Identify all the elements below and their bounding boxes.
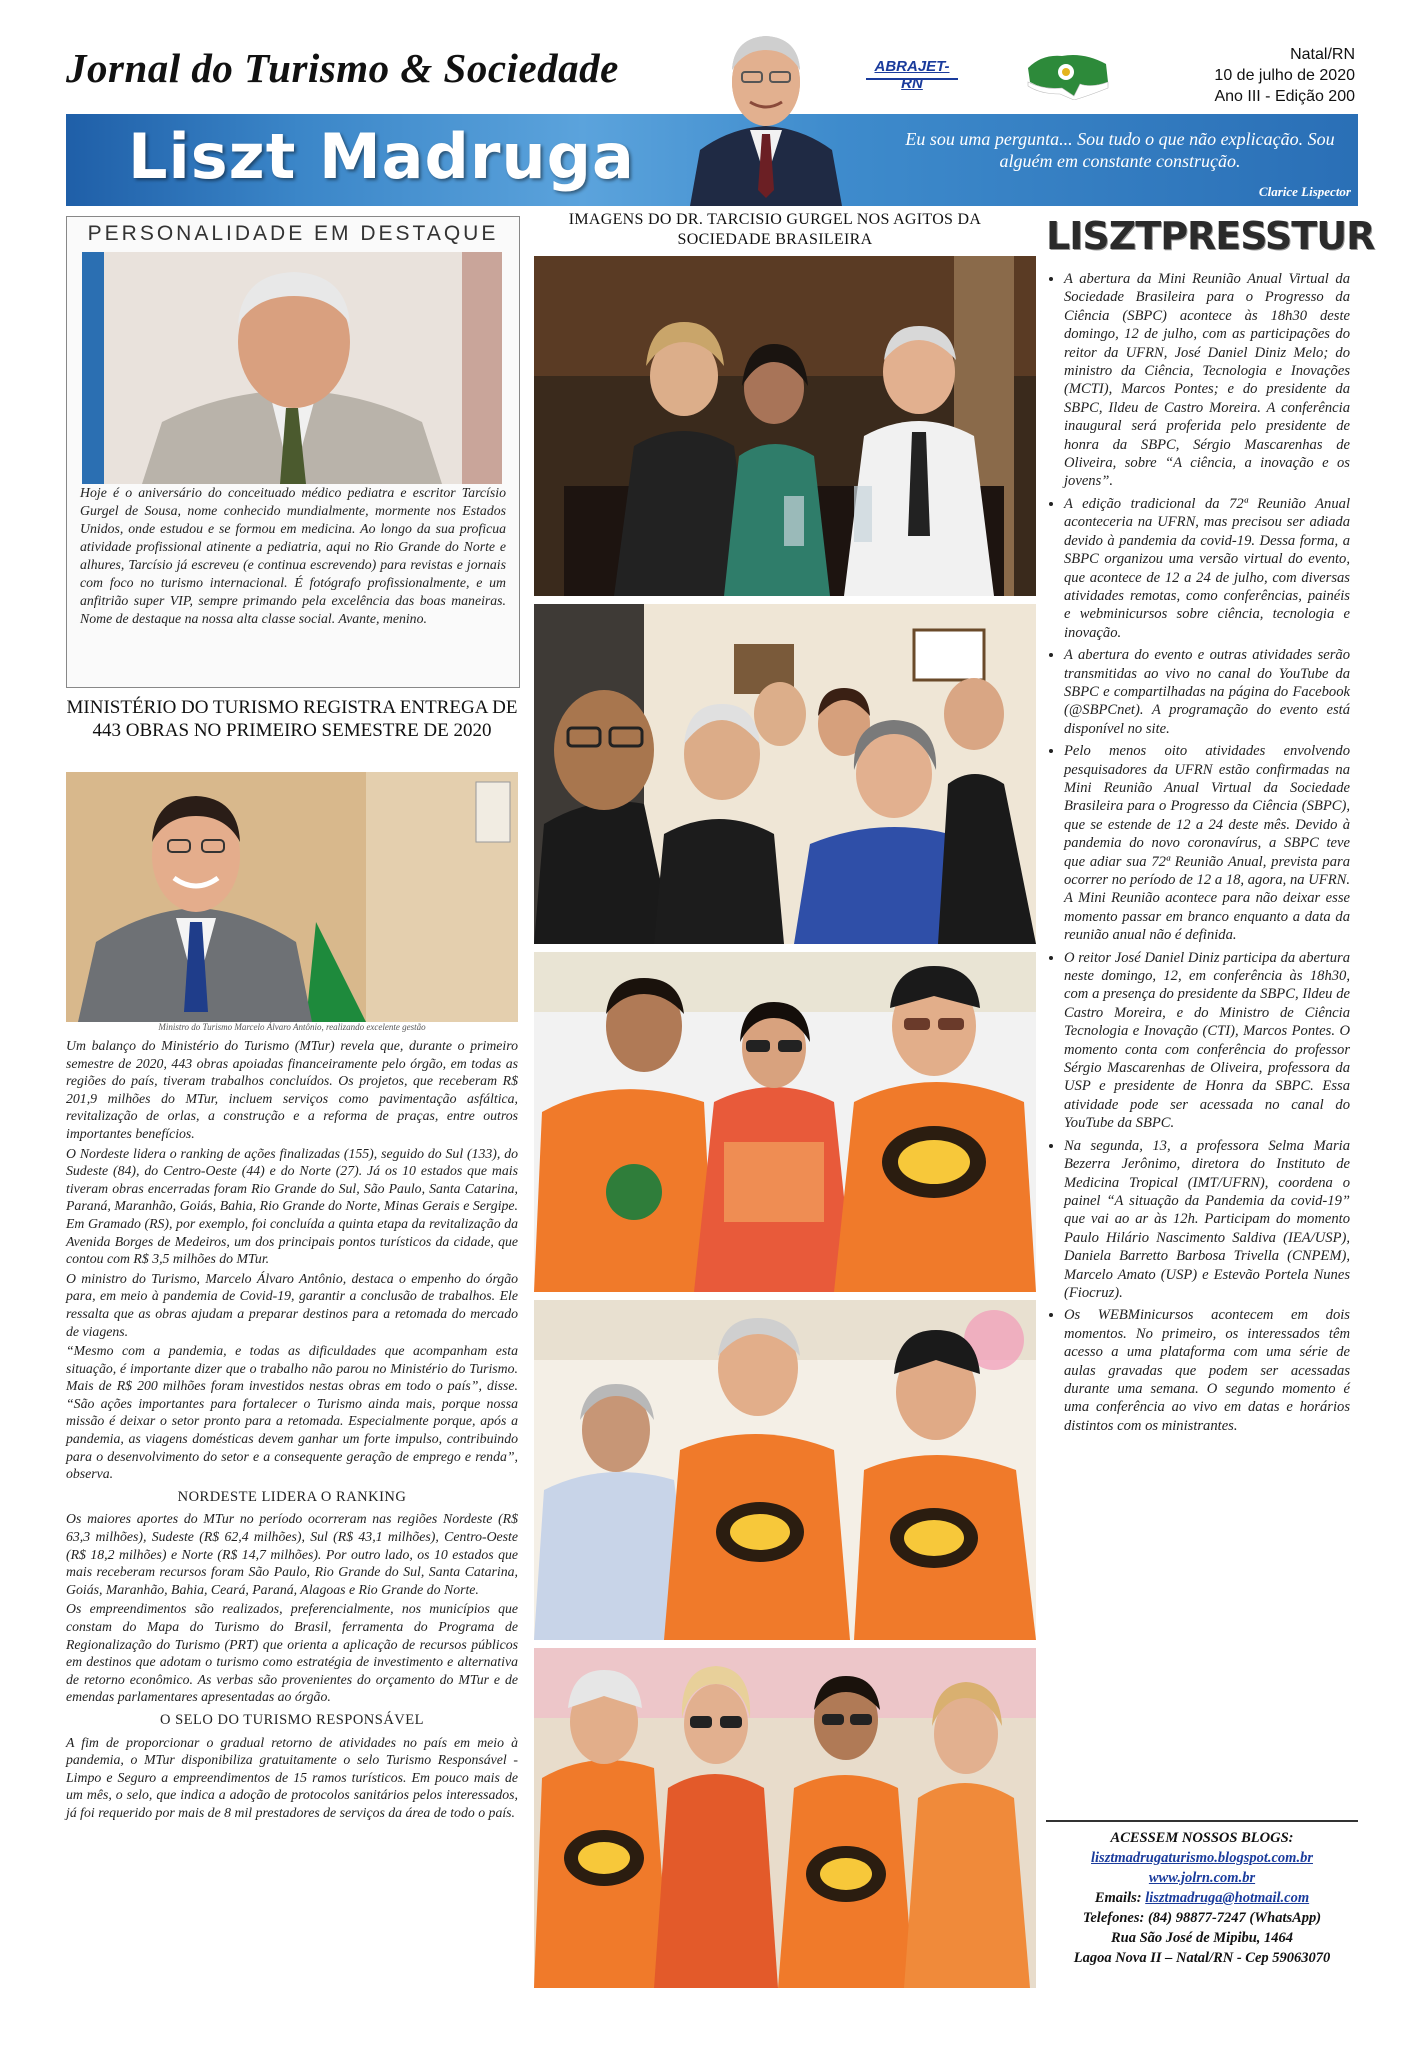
list-item: • A abertura do evento e outras atividades serão transmitidas ao vivo no canal do YouTube da SBPC e compartilhadas na página do Facebook (@SBPCnet). A programação do evento está disponível no site. bbox=[1064, 646, 1350, 738]
article-paragraph: Os maiores aportes do MTur no período ocorreram nas regiões Nordeste (R$ 63,3 milhões), Sudeste (R$ 62,4 milhões), Sul (R$ 43,1 milhões), Centro-Oeste (R$ 18,2 milhões) e Norte (R$ 14,7 milhões). Por outro lado, os 10 estados que mais receberam recursos foram São Paulo, Rio Grande do Sul, Santa Catarina, Goiás, Maranhão, Bahia, Ceará, Paraná, Alagoas e Rio Grande do Norte. bbox=[66, 1511, 518, 1597]
email-label: Emails: bbox=[1094, 1890, 1142, 1906]
blog-link-2[interactable]: www.jolrn.com.br bbox=[1148, 1870, 1256, 1886]
lisztpresstur-column bbox=[1046, 270, 1350, 1439]
edition-city: Natal/RN bbox=[1290, 46, 1355, 63]
gallery-photo-3 bbox=[534, 952, 1036, 1292]
banner-quote-author: Clarice Lispector bbox=[1258, 184, 1351, 199]
blog-link-1[interactable]: lisztmadrugaturismo.blogspot.com.br bbox=[1091, 1850, 1313, 1866]
gallery-photo-1 bbox=[534, 256, 1036, 596]
phone-text: Telefones: (84) 98877-7247 (WhatsApp) bbox=[1082, 1910, 1322, 1926]
article-paragraph: Os empreendimentos são realizados, preferencialmente, nos municípios que constam do Mapa do Turismo do Brasil, ferramenta do Programa de Regionalização do Turismo (PRT) que orienta a aplicação de recursos públicos em destinos que adotam o turismo como estratégia de investimento e alternativa de retorno econômico. As verbas são provenientes do orçamento do MTur e de emendas parlamentares apresentadas ao órgão. bbox=[66, 1601, 518, 1705]
minister-photo-caption: Ministro do Turismo Marcelo Álvaro Antônio, realizando excelente gestão bbox=[158, 1022, 426, 1032]
edition-date: 10 de julho de 2020 bbox=[1214, 67, 1355, 84]
personality-text: Hoje é o aniversário do conceituado médico pediatra e escritor Tarcísio Gurgel de Sousa, nome conhecido mundialmente, mormente nos Estados Unidos, onde estudou e se formou em medicina. Ao longo da sua proficua atividade profissional atinente a pediatria, aqui no Rio Grande do Norte e alhures, Tarcísio já escreveu (e continua escrevendo) para revistas e jornais com foco no turismo internacional. É fotógrafo profissionalmente, e um anfitrião super VIP, sempre primando pela excelência das boas maneiras. Nome de destaque na nossa alta classe social. Avante, menino. bbox=[80, 485, 506, 626]
gallery-photo-5 bbox=[534, 1648, 1036, 1988]
article-paragraph: O Nordeste lidera o ranking de ações finalizadas (155), seguido do Sul (133), do Sudeste (84), do Centro-Oeste (44) e do Norte (27). Já os 10 estados que mais tiveram obras encerradas foram Rio Grande do Sul, São Paulo, Santa Catarina, Paraná, Maranhão, Goiás, Bahia, Rio Grande do Norte, Minas Gerais e Sergipe. Em Gramado (RS), por exemplo, foi concluída a quinta etapa da revitalização da Avenida Borges de Medeiros, um dos principais pontos turísticos da cidade, que contou com R$ 3,5 milhões do MTur. bbox=[66, 1145, 518, 1267]
address-line-1: Rua São José de Mipibu, 1464 bbox=[1110, 1930, 1294, 1946]
edition-number: Ano III - Edição 200 bbox=[1214, 88, 1355, 105]
list-item: • A edição tradicional da 72ª Reunião Anual aconteceria na UFRN, mas precisou ser adiada devido à pandemia da covid-19. Dessa forma, a SBPC organizou uma versão virtual do evento, que acontece de 12 a 24 de julho, com diversas atividades remotas, como conferências, painéis e webminicursos sobre ciência, tecnologia e inovação. bbox=[1064, 495, 1350, 642]
personality-title: PERSONALIDADE EM DESTAQUE bbox=[87, 222, 499, 245]
list-item: • A abertura da Mini Reunião Anual Virtual da Sociedade Brasileira para o Progresso da Ciência (SBPC) acontece às 18h30 deste domingo, 12 de julho, com as participações do reitor da UFRN, José Daniel Diniz Melo; do ministro da Ciência, Tecnologia e Inovações (MCTI), Marcos Pontes; e do presidente da SBPC, Ildeu de Castro Moreira. A conferência inaugural será proferida pelo presidente de honra da SBPC, Sérgio Mascarenhas de Oliveira, sobre “A ciência, a inovação e os jovens”. bbox=[1064, 270, 1350, 491]
article-paragraph: “Mesmo com a pandemia, e todas as dificuldades que acompanham esta situação, é importante dizer que o trabalho não parou no Ministério do Turismo. Mais de R$ 200 milhões foram investidos nestas obras em todo o país”, disse. “São ações importantes para fortalecer o Turismo ainda mais, porque nossa missão é deixar o setor pronto para a retomada. Especialmente porque, após a pandemia, as viagens domésticas devem ganhar um forte impulso, contribuindo para o desenvolvimento do setor e a consequente geração de emprego e renda”, observa. bbox=[66, 1343, 518, 1482]
gallery-photo-2 bbox=[534, 604, 1036, 944]
minister-photo bbox=[66, 772, 518, 1022]
list-item: • O reitor José Daniel Diniz participa da abertura neste domingo, 12, em conferência às 18h30, com a presença do presidente da SBPC, Ildeu de Castro Moreira, e do Ministro de Ciência Tecnologia e Inovação (CTI), Marcos Pontes. O momento conta com conferência do professor Sérgio Mascarenhas de Oliveira, professora da USP e presidente de Honra da SBPC. Essa atividade pode ser acessada no canal do YouTube da SBPC. bbox=[1064, 949, 1350, 1133]
address-line-2: Lagoa Nova II – Natal/RN - Cep 59063070 bbox=[1073, 1950, 1331, 1966]
rn-flag-icon bbox=[1022, 48, 1112, 100]
article-subheading: O SELO DO TURISMO RESPONSÁVEL bbox=[160, 1711, 424, 1728]
email-link[interactable]: lisztmadruga@hotmail.com bbox=[1145, 1890, 1310, 1906]
abrajet-logo: ABRAJET-RN bbox=[866, 58, 958, 80]
gallery-photo-4 bbox=[534, 1300, 1036, 1640]
article-paragraph: Um balanço do Ministério do Turismo (MTur) revela que, durante o primeiro semestre de 2020, 443 obras apoiadas financeiramente pelo órgão, em todas as regiões do país, tiveram trabalhos concluídos. Os projetos, que receberam R$ 201,9 milhões do MTur, incluem serviços como pavimentação asfáltica, revitalização de orlas, a construção e a reforma de praças, entre outros importantes benefícios. bbox=[66, 1038, 518, 1141]
lisztpresstur-list bbox=[1046, 270, 1350, 1435]
article-paragraph: A fim de proporcionar o gradual retorno de atividades no país em meio à pandemia, o MTur disponibiliza gratuitamente o selo Turismo Responsável - Limpo e Seguro a empreendimentos de 15 ramos turísticos. Em pouco mais de um mês, o selo, que indica a adoção de protocolos sanitários pelos interessados, já foi requerido por mais de 8 mil prestadores de serviços da área de todo o país. bbox=[66, 1734, 518, 1820]
article-body bbox=[66, 1037, 518, 1824]
article-paragraph: O ministro do Turismo, Marcelo Álvaro Antônio, destaca o empenho do órgão para, em meio à pandemia de Covid-19, garantir a conclusão de trabalhos. Ele ressalta que as obras ajudam a preparar destinos para a retomada do mercado de viagens. bbox=[66, 1270, 518, 1339]
list-item: • Pelo menos oito atividades envolvendo pesquisadores da UFRN estão confirmadas na Mini Reunião Anual Virtual da Sociedade Brasileira para o Progresso da Ciência (SBPC), que se estende de 12 a 24 deste mês. Devido à pandemia do novo coronavírus, a SBPC teve que adiar sua 72ª Reunião Anual, prevista para ocorrer no período de 12 a 18, agora, na UFRN. A Mini Reunião acontece para não deixar esse momento passar em branco enquanto a data da reunião anual não é definida. bbox=[1064, 742, 1350, 944]
list-item: • Os WEBMinicursos acontecem em dois momentos. No primeiro, os interessados têm acesso a uma plataforma com uma série de aulas gravadas que podem ser acessadas durante uma semana. O segundo momento é uma conferência ao vivo em datas e horários distintos com os ministrantes. bbox=[1064, 1306, 1350, 1435]
list-item: • Na segunda, 13, a professora Selma Maria Bezerra Jerônimo, diretora do Instituto de Medicina Tropical (IMT/UFRN), coordena o painel “A situação da Pandemia da covid-19” que vai ao ar às 12h. Participam do momento Paulo Hilário Nascimento Saldiva (IEA/USP), Daniela Barretto Barbosa Trivella (CNPEM), Marcelo Amato (USP) e Estevão Portela Nunes (Fiocruz). bbox=[1064, 1137, 1350, 1303]
edition-info bbox=[1214, 44, 1355, 107]
blogs-title: ACESSEM NOSSOS BLOGS: bbox=[1110, 1830, 1294, 1846]
personality-photo bbox=[82, 252, 502, 484]
blogs-box bbox=[1046, 1820, 1358, 1968]
columnist-name: Liszt Madruga bbox=[128, 120, 635, 193]
article-subheading: NORDESTE LIDERA O RANKING bbox=[177, 1488, 407, 1505]
journal-title: Jornal do Turismo & Sociedade bbox=[66, 45, 619, 91]
gallery-headline: IMAGENS DO DR. TARCISIO GURGEL NOS AGITOS DA SOCIEDADE BRASILEIRA bbox=[568, 211, 982, 248]
banner-quote: Eu sou uma pergunta... Sou tudo o que não explicação. Sou alguém em constante construção. bbox=[905, 129, 1335, 171]
article-headline: MINISTÉRIO DO TURISMO REGISTRA ENTREGA DE 443 OBRAS NO PRIMEIRO SEMESTRE DE 2020 bbox=[66, 697, 518, 741]
lisztpresstur-title: LISZTPRESSTUR bbox=[1046, 214, 1375, 258]
columnist-portrait-overlay bbox=[670, 20, 862, 206]
